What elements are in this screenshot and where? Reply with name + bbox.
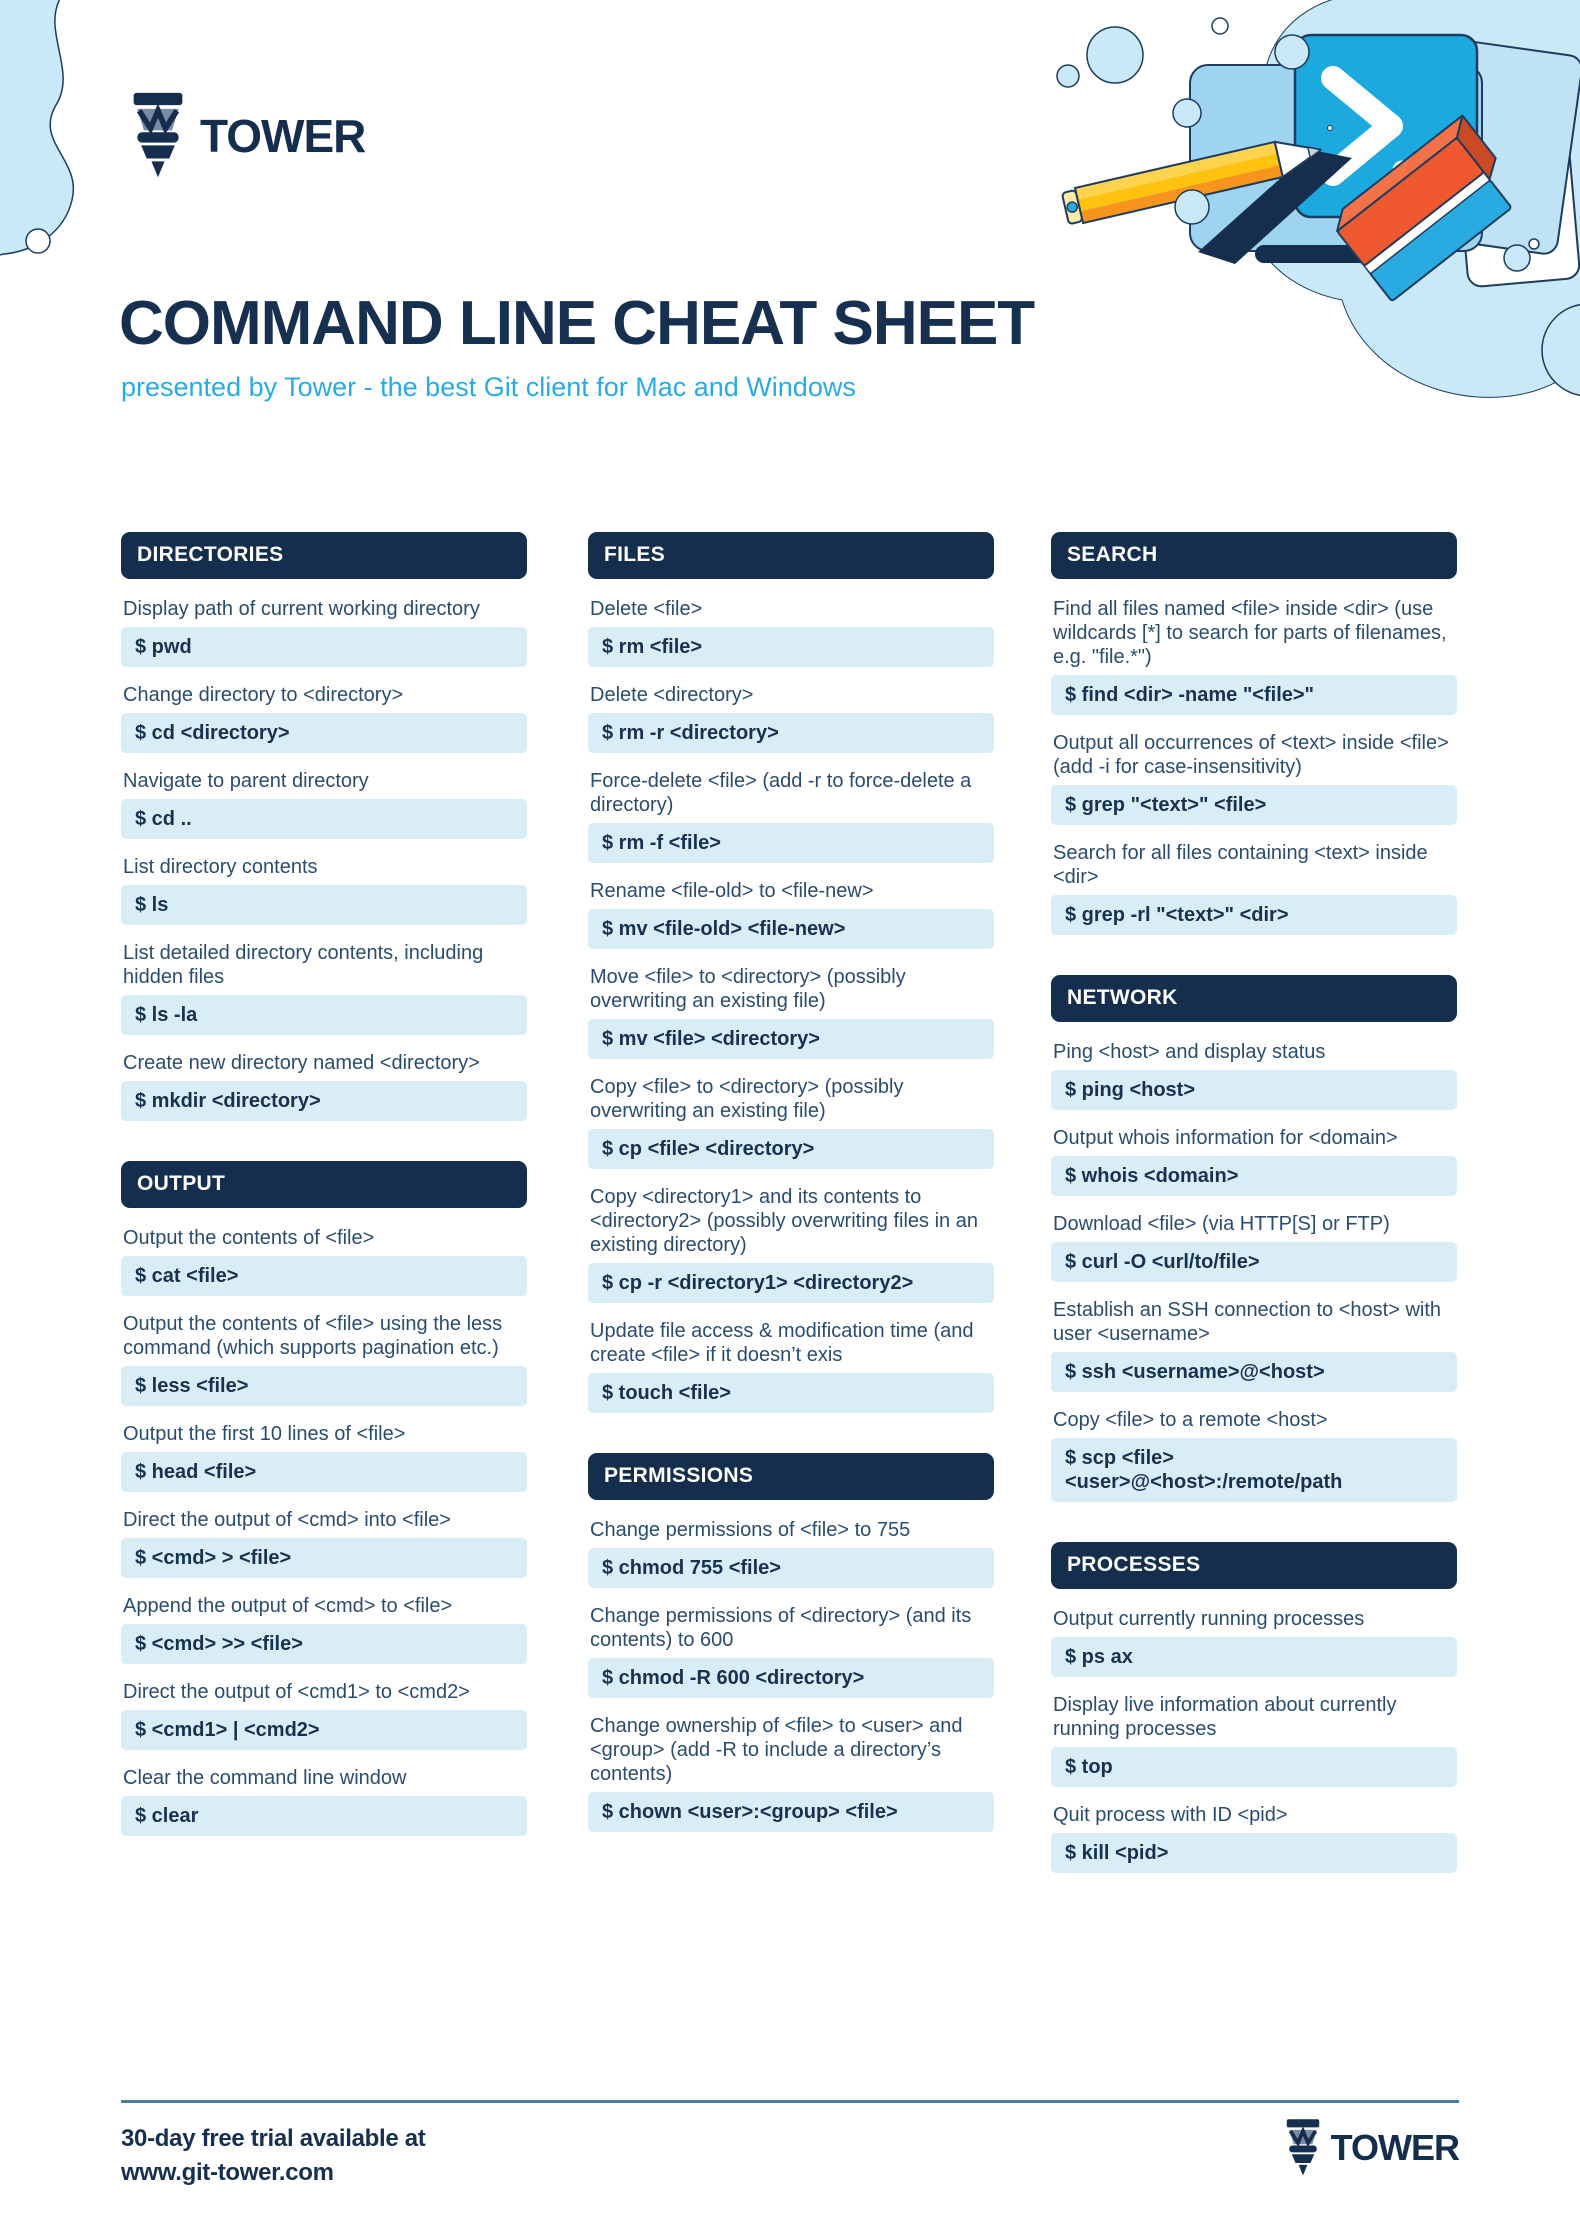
command-code: $ ps ax: [1051, 1637, 1457, 1677]
command-description: Display live information about currently running processes: [1053, 1694, 1397, 1740]
bubble: [1173, 99, 1201, 127]
command-item: [1051, 597, 1457, 715]
command-code: $ cd <directory>: [121, 713, 527, 753]
command-description: Display path of current working directory: [123, 598, 480, 620]
command-item: [1051, 1693, 1457, 1787]
command-description: Move <file> to <directory> (possibly overwriting an existing file): [590, 966, 906, 1012]
command-description: Establish an SSH connection to <host> with user <username>: [1053, 1299, 1442, 1345]
command-code: $ touch <file>: [588, 1373, 994, 1413]
command-item: [121, 1312, 527, 1406]
command-item: [121, 855, 527, 925]
command-code: $ cp -r <directory1> <directory2>: [588, 1263, 994, 1303]
command-code: $ less <file>: [121, 1366, 527, 1406]
command-description: Create new directory named <directory>: [123, 1052, 480, 1074]
column-left: [121, 532, 527, 1876]
command-description: Output the contents of <file>: [123, 1227, 375, 1249]
command-code: $ grep -rl "<text>" <dir>: [1051, 895, 1457, 935]
command-item: [121, 769, 527, 839]
command-code: $ chown <user>:<group> <file>: [588, 1792, 994, 1832]
command-description: Rename <file-old> to <file-new>: [590, 880, 874, 902]
command-description: Change directory to <directory>: [123, 684, 404, 706]
section-permissions: [588, 1453, 994, 1832]
command-item: [1051, 1607, 1457, 1677]
command-code: $ top: [1051, 1747, 1457, 1787]
tower-logo-footer: [1283, 2118, 1459, 2178]
command-description: Append the output of <cmd> to <file>: [123, 1595, 453, 1617]
command-item: [1051, 1298, 1457, 1392]
command-item: [1051, 1408, 1457, 1502]
command-description: Force-delete <file> (add -r to force-delete a directory): [590, 770, 972, 816]
section-output: [121, 1161, 527, 1836]
command-description: Output the first 10 lines of <file>: [123, 1423, 406, 1445]
command-item: [121, 1422, 527, 1492]
command-code: $ <cmd> >> <file>: [121, 1624, 527, 1664]
command-item: [1051, 1212, 1457, 1282]
footer-line1: 30-day free trial available at: [121, 2125, 426, 2152]
command-code: $ ssh <username>@<host>: [1051, 1352, 1457, 1392]
command-item: [588, 1714, 994, 1832]
command-item: [1051, 1040, 1457, 1110]
command-description: Ping <host> and display status: [1053, 1041, 1326, 1063]
command-description: Delete <file>: [590, 598, 703, 620]
bubble: [1504, 245, 1530, 271]
page-title: COMMAND LINE CHEAT SHEET: [119, 289, 1035, 358]
command-description: Copy <file> to a remote <host>: [1053, 1409, 1328, 1431]
command-item: [121, 683, 527, 753]
command-code: $ curl -O <url/to/file>: [1051, 1242, 1457, 1282]
command-item: [588, 965, 994, 1059]
bubble: [1212, 18, 1228, 34]
command-code: $ ls: [121, 885, 527, 925]
section-header-files: FILES: [588, 532, 994, 579]
command-description: Navigate to parent directory: [123, 770, 369, 792]
command-code: $ cat <file>: [121, 1256, 527, 1296]
command-code: $ grep "<text>" <file>: [1051, 785, 1457, 825]
command-description: Change permissions of <file> to 755: [590, 1519, 911, 1541]
command-code: $ rm <file>: [588, 627, 994, 667]
command-item: [588, 597, 994, 667]
bubble: [1275, 35, 1309, 69]
command-description: Change ownership of <file> to <user> and <group> (add -R to include a directory’s contents): [590, 1715, 963, 1785]
command-description: Update file access & modification time (and create <file> if it doesn’t exis: [590, 1320, 974, 1366]
footer-line2: www.git-tower.com: [121, 2159, 334, 2186]
tower-logo-icon: [1283, 2118, 1323, 2178]
command-code: $ mv <file-old> <file-new>: [588, 909, 994, 949]
footer-divider: [121, 2100, 1459, 2103]
command-code: $ pwd: [121, 627, 527, 667]
command-description: Direct the output of <cmd> into <file>: [123, 1509, 451, 1531]
section-directories: [121, 532, 527, 1121]
brand-name: TOWER: [200, 110, 366, 162]
command-code: $ chmod -R 600 <directory>: [588, 1658, 994, 1698]
command-description: List detailed directory contents, including hidden files: [123, 942, 484, 988]
command-item: [588, 1604, 994, 1698]
section-files: [588, 532, 994, 1413]
command-item: [121, 1766, 527, 1836]
brand-name: TOWER: [1330, 2127, 1459, 2168]
command-description: Change permissions of <directory> (and its contents) to 600: [590, 1605, 972, 1651]
command-code: $ <cmd> > <file>: [121, 1538, 527, 1578]
command-description: Output whois information for <domain>: [1053, 1127, 1398, 1149]
command-code: $ chmod 755 <file>: [588, 1548, 994, 1588]
command-description: Find all files named <file> inside <dir> (use wildcards [*] to search for parts of filenames, e.g. "file.*"): [1053, 598, 1447, 668]
section-header-processes: PROCESSES: [1051, 1542, 1457, 1589]
section-header-network: NETWORK: [1051, 975, 1457, 1022]
command-description: Direct the output of <cmd1> to <cmd2>: [123, 1681, 470, 1703]
command-item: [121, 1051, 527, 1121]
command-description: Clear the command line window: [123, 1767, 407, 1789]
command-item: [588, 769, 994, 863]
command-description: Output the contents of <file> using the less command (which supports pagination etc.): [123, 1313, 503, 1359]
section-search: [1051, 532, 1457, 935]
command-item: [121, 1680, 527, 1750]
terminal-illustration: [1020, 0, 1580, 430]
command-description: Output all occurrences of <text> inside <file> (add -i for case-insensitivity): [1053, 732, 1449, 778]
command-item: [1051, 731, 1457, 825]
command-code: $ ls -la: [121, 995, 527, 1035]
command-item: [121, 597, 527, 667]
command-item: [588, 1185, 994, 1303]
bubble: [1087, 27, 1143, 83]
command-description: Quit process with ID <pid>: [1053, 1804, 1288, 1826]
command-code: $ whois <domain>: [1051, 1156, 1457, 1196]
command-item: [121, 1226, 527, 1296]
command-code: $ mkdir <directory>: [121, 1081, 527, 1121]
bubble: [1175, 190, 1209, 224]
tower-logo: [128, 90, 365, 182]
section-header-directories: DIRECTORIES: [121, 532, 527, 579]
section-header-output: OUTPUT: [121, 1161, 527, 1208]
command-item: [588, 1075, 994, 1169]
bubble: [1057, 65, 1079, 87]
tower-logo-icon: [128, 90, 188, 182]
command-description: List directory contents: [123, 856, 318, 878]
column-right: [1051, 532, 1457, 1913]
command-code: $ kill <pid>: [1051, 1833, 1457, 1873]
command-code: $ <cmd1> | <cmd2>: [121, 1710, 527, 1750]
command-code: $ rm -r <directory>: [588, 713, 994, 753]
command-description: Copy <file> to <directory> (possibly overwriting an existing file): [590, 1076, 904, 1122]
page-subtitle: presented by Tower - the best Git client for Mac and Windows: [121, 372, 856, 402]
bubble: [1529, 239, 1539, 249]
command-item: [1051, 841, 1457, 935]
command-item: [588, 1319, 994, 1413]
section-header-search: SEARCH: [1051, 532, 1457, 579]
command-description: Copy <directory1> and its contents to <directory2> (possibly overwriting files in an existing directory): [590, 1186, 978, 1256]
section-network: [1051, 975, 1457, 1502]
column-middle: [588, 532, 994, 1872]
command-item: [588, 683, 994, 753]
command-item: [121, 941, 527, 1035]
command-item: [588, 1518, 994, 1588]
command-description: Search for all files containing <text> inside <dir>: [1053, 842, 1428, 888]
command-code: $ head <file>: [121, 1452, 527, 1492]
command-code: $ find <dir> -name "<file>": [1051, 675, 1457, 715]
command-description: Download <file> (via HTTP[S] or FTP): [1053, 1213, 1390, 1235]
command-item: [588, 879, 994, 949]
command-item: [1051, 1126, 1457, 1196]
command-code: $ ping <host>: [1051, 1070, 1457, 1110]
command-code: $ cd ..: [121, 799, 527, 839]
section-header-permissions: PERMISSIONS: [588, 1453, 994, 1500]
footer-text: [121, 2122, 426, 2190]
command-code: $ clear: [121, 1796, 527, 1836]
command-item: [1051, 1803, 1457, 1873]
section-processes: [1051, 1542, 1457, 1873]
command-code: $ rm -f <file>: [588, 823, 994, 863]
command-item: [121, 1508, 527, 1578]
command-item: [121, 1594, 527, 1664]
command-description: Output currently running processes: [1053, 1608, 1365, 1630]
command-code: $ cp <file> <directory>: [588, 1129, 994, 1169]
decorative-blob-top-left: [0, 0, 140, 280]
command-description: Delete <directory>: [590, 684, 754, 706]
command-code: $ mv <file> <directory>: [588, 1019, 994, 1059]
command-code: $ scp <file> <user>@<host>:/remote/path: [1051, 1438, 1457, 1502]
